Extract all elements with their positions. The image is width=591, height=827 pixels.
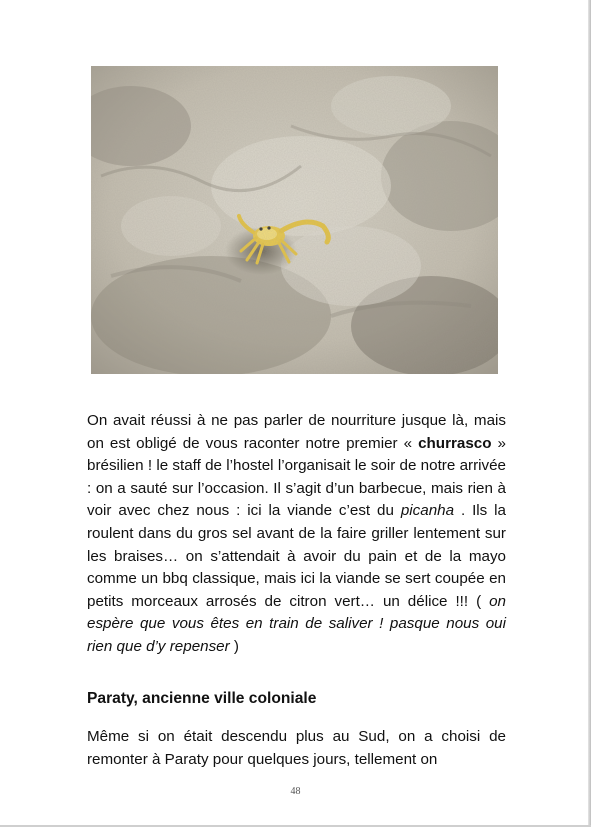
- picanha-term: picanha: [400, 502, 455, 520]
- paragraph-text: On avait réussi à ne pas parler de nourriture jusque là, mais on est obligé de vous raconter notre premier «: [87, 412, 506, 452]
- paragraph-paraty: Même si on était descendu plus au Sud, on a choisi de remonter à Paraty pour quelques jours, tellement on: [87, 728, 506, 768]
- paragraph-text: ): [229, 637, 239, 655]
- paragraph-text: . Ils la roulent dans du gros sel avant de la faire griller lentement sur les braises… on s’attendait à avoir du pain et de la mayo comme un bbq classique, mais ici la viande se sert coupée en petits morceaux arrosés de citron vert… un délice !!! (: [87, 502, 506, 610]
- page-number: 48: [290, 786, 301, 797]
- churrasco-term: churrasco: [418, 434, 492, 452]
- paragraph-churrasco: [87, 410, 506, 659]
- crab-on-sand-photo: [91, 66, 498, 374]
- paragraph-text: » brésilien ! le staff de l’hostel l’organisait le soir de notre arrivée : on a sauté sur l’occasion. Il s’agit d’un barbecue, mais rien à voir avec chez nous : ici la viande c’est du: [87, 434, 506, 520]
- aside-text: on espère que vous êtes en train de saliver ! pasque nous oui rien que d’y repenser: [87, 592, 506, 655]
- section-heading: Paraty, ancienne ville coloniale: [87, 690, 317, 707]
